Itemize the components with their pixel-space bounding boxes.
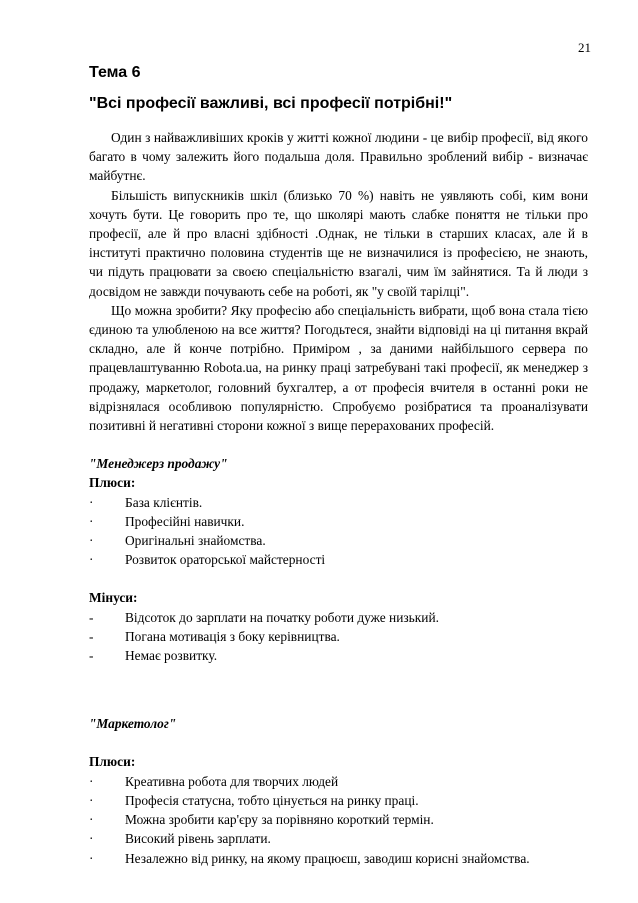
spacer	[89, 569, 588, 588]
paragraph: Що можна зробити? Яку професію або спеціальність вибрати, щоб вона стала тією єдиною та улюбленою на все життя? Погодьтеся, знайти відповіді на ці питання вкрай складно, але й конче потрібно. Приміром , за даними найбільшого сервера по працевлаштуванню Robota.ua, на ринку праці затребувані такі професії, як менеджер з продажу, маркетолог, головний бухгалтер, а от професія вчителя в останні роки не відрізнялася особливою популярністю. Спробуємо розібратися та проаналізувати позитивні й негативні сторони кожної з вище перерахованих професій.	[89, 302, 588, 434]
list-item-text: Креативна робота для творчих людей	[125, 773, 339, 789]
list-item	[89, 646, 588, 665]
dash-marker: -	[89, 648, 94, 664]
paragraph: Один з найважливіших кроків у житті кожної людини - це вибір професії, від якого багато в чому залежить його подальша доля. Правильно зроблений вибір - визначає майбутнє.	[89, 130, 588, 184]
dash-marker: -	[89, 628, 94, 644]
bullet-marker: ·	[89, 812, 94, 828]
pros-label: Плюси:	[89, 475, 136, 491]
bullet-marker: ·	[89, 552, 94, 568]
section-manager	[89, 454, 588, 665]
dash-marker: -	[89, 609, 94, 625]
list-item	[89, 493, 588, 512]
page-number: 21	[578, 40, 591, 55]
list-item-text: Високий рівень зарплати.	[125, 831, 271, 847]
list-item-text: Розвиток ораторської майстерності	[125, 552, 326, 568]
cons-label: Мінуси:	[89, 590, 138, 606]
pros-list	[89, 493, 588, 570]
list-item	[89, 810, 588, 829]
list-item	[89, 550, 588, 569]
list-item	[89, 849, 588, 868]
list-item	[89, 829, 588, 848]
list-item	[89, 531, 588, 550]
topic-heading: Тема 6	[89, 64, 141, 81]
bullet-marker: ·	[89, 831, 94, 847]
list-item	[89, 772, 588, 791]
list-item-text: Оригінальні знайомства.	[125, 533, 266, 549]
list-item	[89, 627, 588, 646]
section-title: "Маркетолог"	[89, 716, 177, 732]
list-item-text: База клієнтів.	[125, 494, 203, 510]
bullet-marker: ·	[89, 513, 94, 529]
section-marketer	[89, 714, 588, 867]
spacer	[89, 665, 588, 695]
section-title: "Менеджерз продажу"	[89, 456, 228, 472]
document-body	[89, 128, 588, 868]
bullet-marker: ·	[89, 494, 94, 510]
list-item-text: Погана мотивація з боку керівництва.	[125, 628, 340, 644]
list-item-text: Професія статусна, тобто цінується на ринку праці.	[125, 792, 419, 808]
cons-list	[89, 608, 588, 666]
spacer	[89, 733, 588, 752]
list-item-text: Можна зробити кар'єру за порівняно короткий термін.	[125, 812, 434, 828]
paragraph: Більшість випускників шкіл (близько 70 %) навіть не уявляють собі, ким вони хочуть бути. Це говорить про те, що школярі мають слабке поняття не тільки про професії, але й про власні здібності .Однак, не тільки в старших класах, але й в інституті практично половина студентів ще не визначилися із професією, не знають, чи підуть працювати за своєю спеціальністю взагалі, чим їм зайнятися. Та й люди з досвідом не завжди почувають себе на роботі, як "у своїй тарілці".	[89, 187, 588, 299]
list-item-text: Немає розвитку.	[125, 648, 218, 664]
bullet-marker: ·	[89, 792, 94, 808]
bullet-marker: ·	[89, 850, 94, 866]
list-item	[89, 791, 588, 810]
list-item-text: Професійні навички.	[125, 513, 245, 529]
list-item-text: Незалежно від ринку, на якому працюєш, заводиш корисні знайомства.	[125, 850, 530, 866]
pros-label: Плюси:	[89, 754, 136, 770]
pros-list	[89, 772, 588, 868]
bullet-marker: ·	[89, 773, 94, 789]
list-item	[89, 608, 588, 627]
list-item-text: Відсоток до зарплати на початку роботи дуже низький.	[125, 609, 439, 625]
list-item	[89, 512, 588, 531]
bullet-marker: ·	[89, 533, 94, 549]
page-title: "Всі професії важливі, всі професії потрібні!"	[89, 95, 453, 112]
